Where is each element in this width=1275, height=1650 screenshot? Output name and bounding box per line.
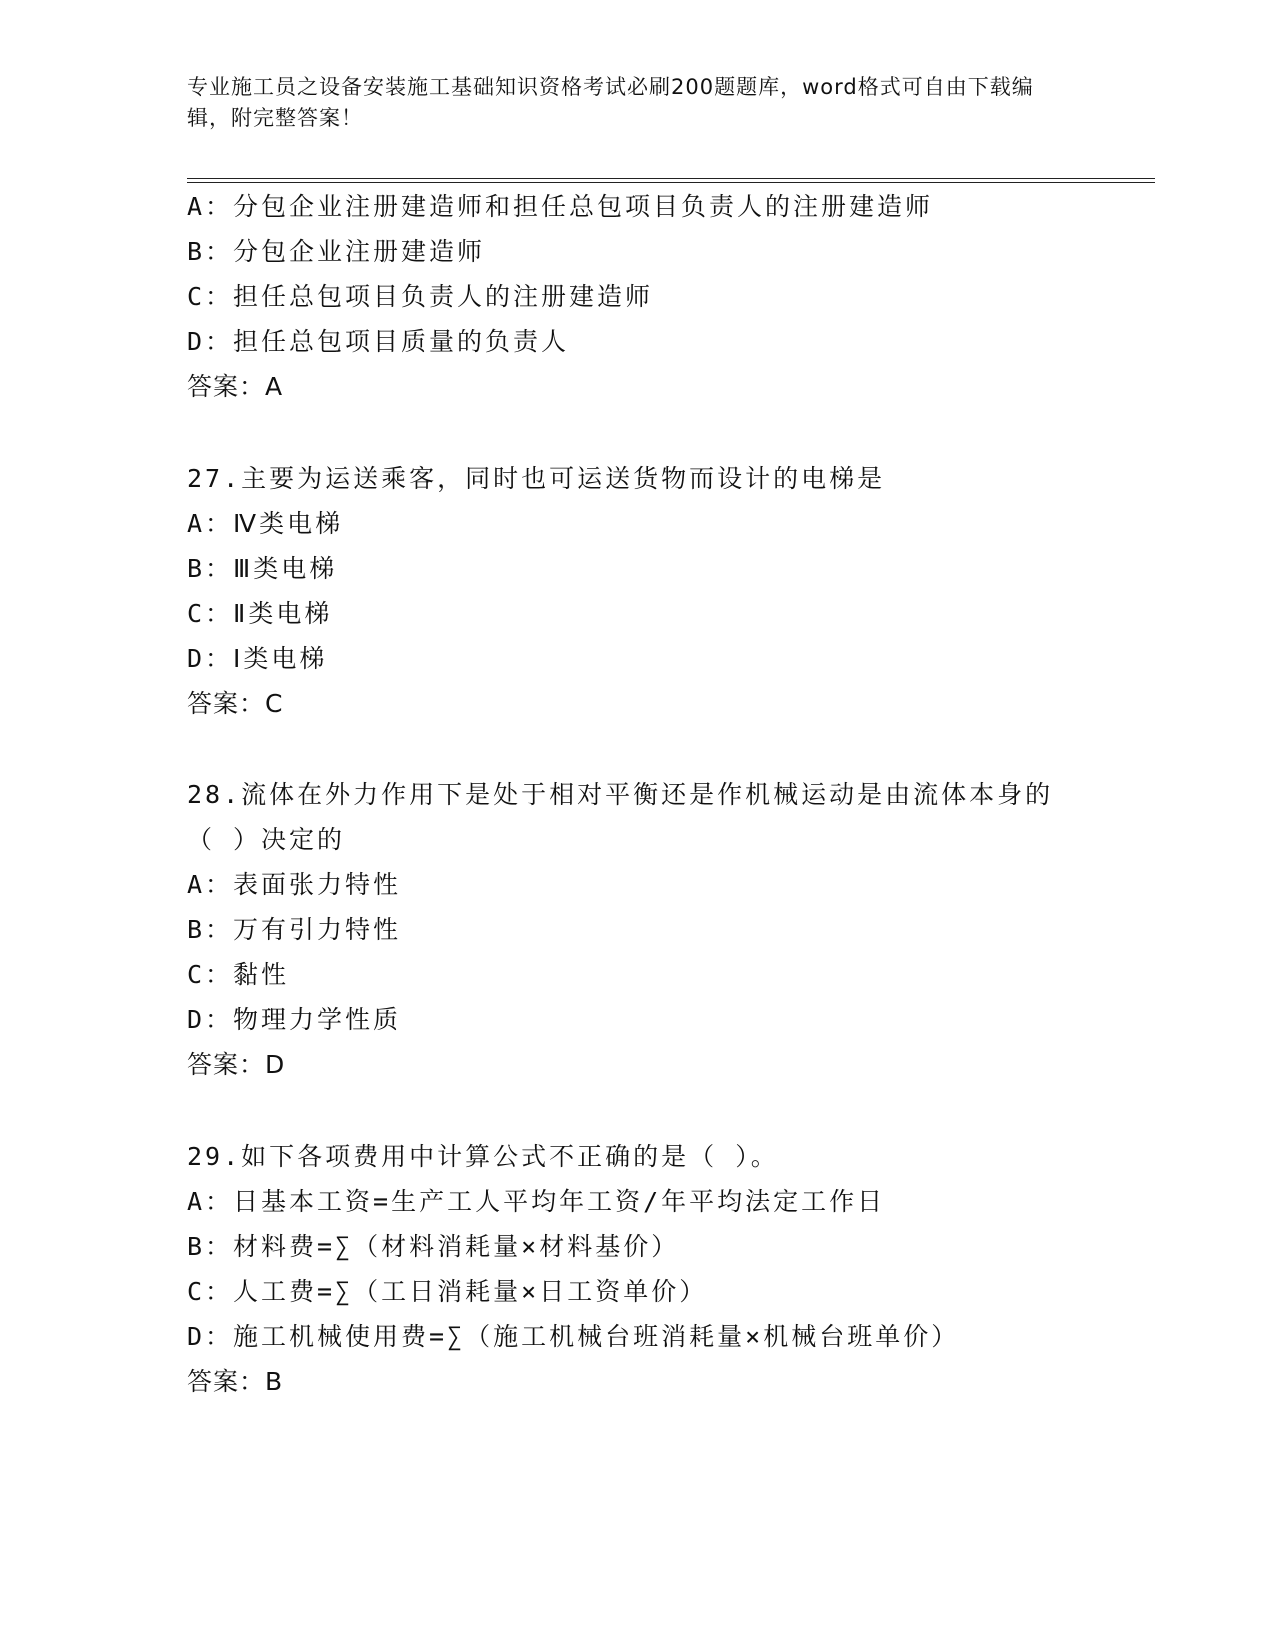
q26-option-c: C：担任总包项目负责人的注册建造师	[187, 282, 654, 311]
q27-option-b: B：Ⅲ类电梯	[187, 554, 338, 583]
q28-question-line1: 28.流体在外力作用下是处于相对平衡还是作机械运动是由流体本身的	[187, 780, 1054, 809]
q27-option-d: D：Ⅰ类电梯	[187, 644, 328, 673]
q26-answer: 答案：A	[187, 372, 284, 401]
q29-option-d: D：施工机械使用费=∑（施工机械台班消耗量×机械台班单价）	[187, 1322, 960, 1351]
header-divider-top	[187, 178, 1155, 179]
document-header: 专业施工员之设备安装施工基础知识资格考试必刷200题题库，word格式可自由下载编辑，附完整答案！	[187, 75, 1034, 130]
q29-question: 29.如下各项费用中计算公式不正确的是（ ）。	[187, 1142, 779, 1171]
q26-option-d: D：担任总包项目质量的负责人	[187, 327, 570, 356]
q28-question-line2: （ ）决定的	[187, 825, 346, 854]
q29-option-b: B：材料费=∑（材料消耗量×材料基价）	[187, 1232, 680, 1261]
q26-option-b: B：分包企业注册建造师	[187, 237, 486, 266]
header-divider-bottom	[187, 182, 1155, 183]
q26-option-a: A：分包企业注册建造师和担任总包项目负责人的注册建造师	[187, 192, 934, 221]
q28-option-c: C：黏性	[187, 960, 290, 989]
q27-question: 27.主要为运送乘客，同时也可运送货物而设计的电梯是	[187, 464, 886, 493]
q28-option-d: D：物理力学性质	[187, 1005, 402, 1034]
q29-option-c: C：人工费=∑（工日消耗量×日工资单价）	[187, 1277, 708, 1306]
q29-option-a: A：日基本工资=生产工人平均年工资/年平均法定工作日	[187, 1187, 886, 1216]
q28-option-a: A：表面张力特性	[187, 870, 402, 899]
q28-option-b: B：万有引力特性	[187, 915, 402, 944]
q27-answer: 答案：C	[187, 689, 284, 718]
q29-answer: 答案：B	[187, 1367, 284, 1396]
q28-answer: 答案：D	[187, 1050, 286, 1079]
q27-option-c: C：Ⅱ类电梯	[187, 599, 333, 628]
q27-option-a: A：Ⅳ类电梯	[187, 509, 344, 538]
